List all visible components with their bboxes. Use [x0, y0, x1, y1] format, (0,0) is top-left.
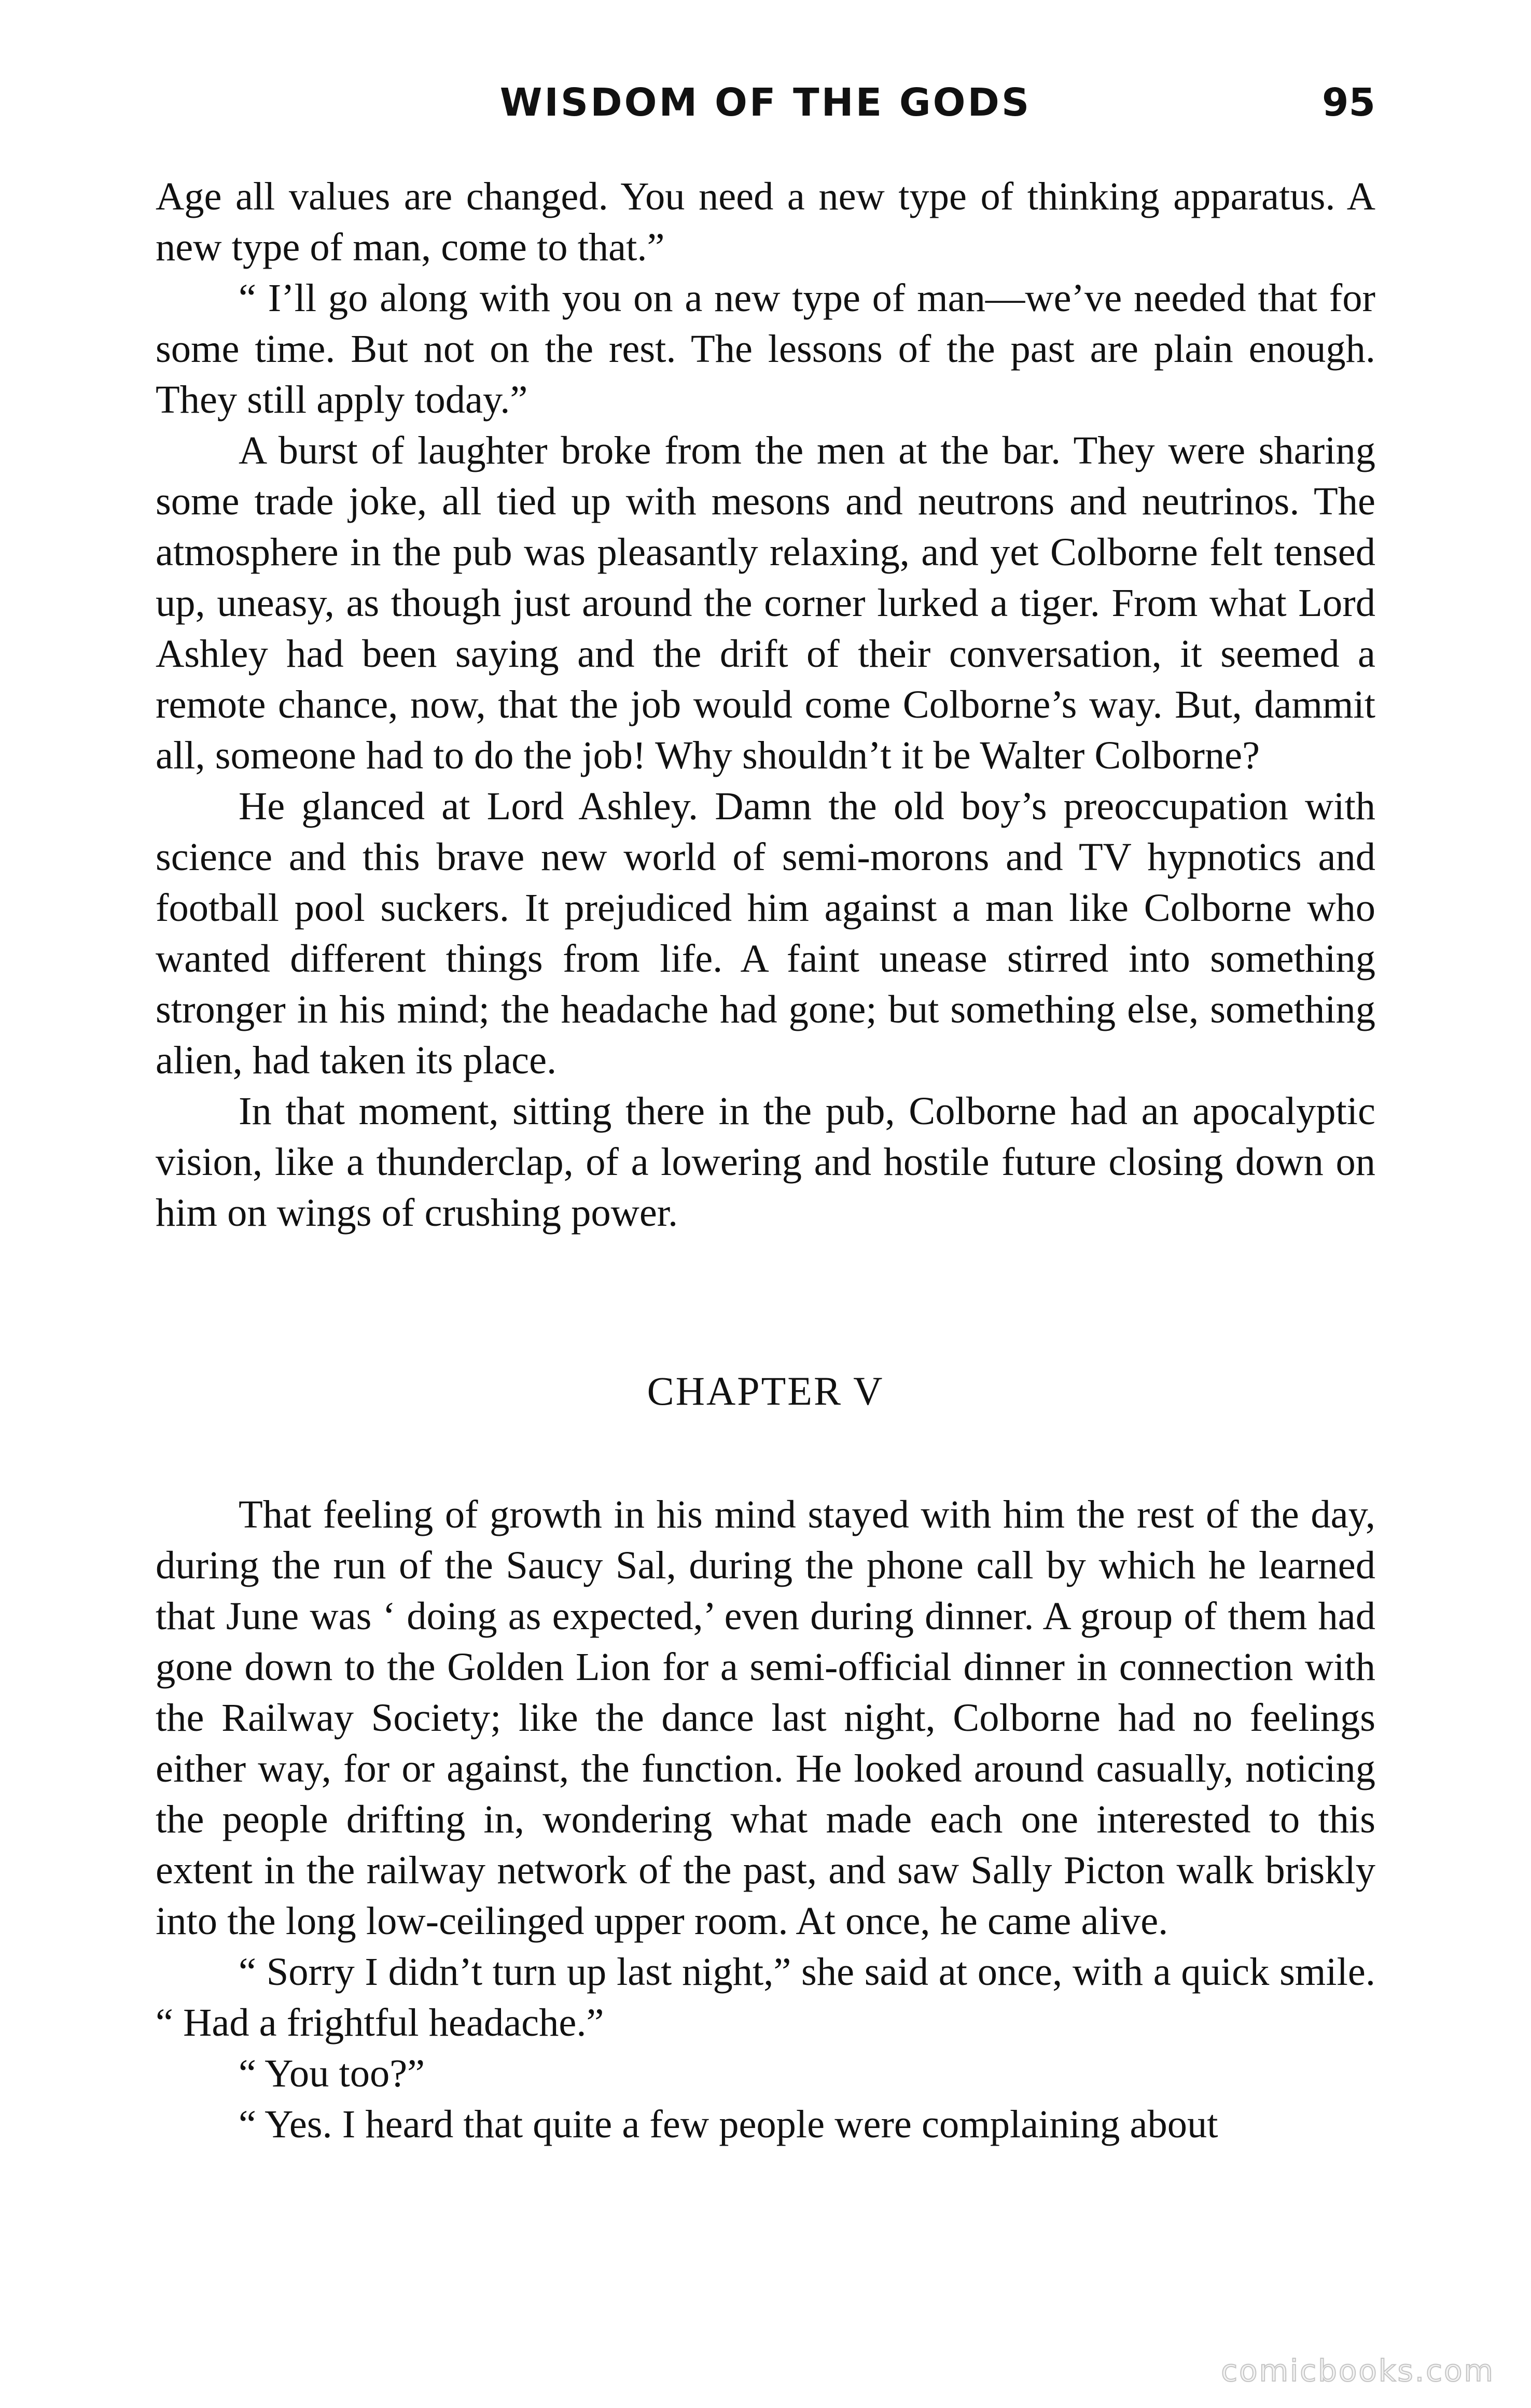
chapter-heading: CHAPTER V: [647, 1368, 884, 1413]
paragraph: “ You too?”: [239, 2051, 425, 2095]
watermark: comicbooks.com: [1221, 2353, 1495, 2388]
paragraph: A burst of laughter broke from the men at the bar. They were sharing some trade joke, all tied up with mesons and neutrons and neutrinos. The atmosphere in the pub was pleasantly relaxing, and yet Colborne felt tensed up, uneasy, as though just around the corner lurked a tiger. From what Lord Ashley had been saying and the drift of their conversation, it seemed a remote chance, now, that the job would come Colborne’s way. But, dammit all, someone had to do the job! Why shouldn’t it be Walter Colborne?: [156, 428, 1375, 777]
paragraph-continued: Age all values are changed. You need a new type of thinking apparatus. A new type of man, come to that.”: [156, 174, 1375, 269]
paragraph: He glanced at Lord Ashley. Damn the old boy’s preoccupation with science and this brave new world of semi-morons and TV hypnotics and football pool suckers. It prejudiced him against a man like Colborne who wanted different things from life. A faint unease stirred into something stronger in his mind; the headache had gone; but something else, something alien, had taken its place.: [156, 784, 1375, 1082]
running-head: [156, 77, 1375, 129]
page-number: 95: [1322, 80, 1375, 125]
paragraph: “ Yes. I heard that quite a few people were complaining about: [239, 2102, 1218, 2146]
running-title: WISDOM OF THE GODS: [499, 80, 1032, 125]
body-text: [156, 171, 1375, 2150]
paragraph: “ Sorry I didn’t turn up last night,” she said at once, with a quick smile. “ Had a frightful headache.”: [156, 1950, 1375, 2045]
paragraph: That feeling of growth in his mind stayed with him the rest of the day, during the run of the Saucy Sal, during the phone call by which he learned that June was ‘ doing as expected,’ even during dinner. A group of them had gone down to the Golden Lion for a semi-official dinner in connection with the Railway Society; like the dance last night, Colborne had no feelings either way, for or against, the function. He looked around casually, noticing the people drifting in, wondering what made each one interested to this extent in the railway network of the past, and saw Sally Picton walk briskly into the long low-ceilinged upper room. At once, he came alive.: [156, 1492, 1375, 1943]
paragraph: “ I’ll go along with you on a new type of man—we’ve needed that for some time. But not on the rest. The lessons of the past are plain enough. They still apply today.”: [156, 276, 1375, 422]
paragraph: In that moment, sitting there in the pub, Colborne had an apocalyptic vision, like a thunderclap, of a lowering and hostile future closing down on him on wings of crushing power.: [156, 1089, 1375, 1235]
